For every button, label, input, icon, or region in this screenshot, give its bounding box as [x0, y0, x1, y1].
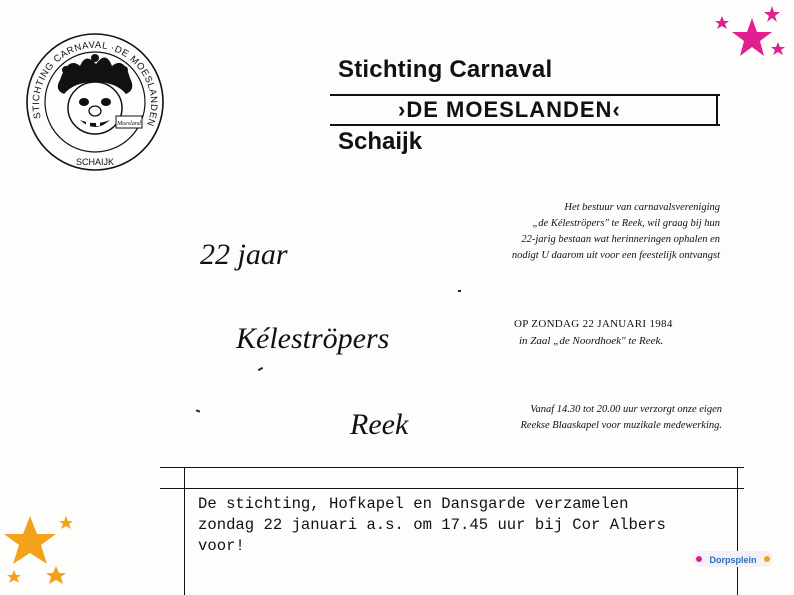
title-club: Kéleströpers: [236, 322, 390, 355]
music-line: Vanaf 14.30 tot 20.00 uur verzorgt onze eigen: [530, 404, 722, 415]
letterhead-rule-side: [716, 94, 718, 124]
carnival-logo-seal: [20, 30, 170, 172]
watermark-logo: [693, 549, 773, 569]
invitation-line: „de Kéleströpers" te Reek, wil graag bij hun: [532, 218, 720, 229]
notice-box-left: [184, 467, 185, 595]
scan-speck: [196, 409, 200, 412]
org-subtitle: ›DE MOESLANDEN‹: [398, 97, 621, 122]
title-town: Reek: [350, 408, 409, 441]
invitation-line: Het bestuur van carnavalsvereniging: [564, 202, 720, 213]
org-name: Stichting Carnaval: [338, 56, 553, 83]
invitation-text: [470, 200, 720, 264]
svg-text:Dorpsplein: Dorpsplein: [709, 555, 757, 565]
letterhead-rule-bottom: [330, 124, 720, 126]
pink-stars-icon: [712, 4, 794, 68]
title-years: 22 jaar: [200, 238, 288, 271]
scan-speck: [258, 367, 263, 371]
event-location: in Zaal „de Noordhoek" te Reek.: [519, 335, 664, 347]
notice-line: voor!: [198, 537, 245, 555]
invitation-line: 22-jarig bestaan wat herinneringen ophalen en: [521, 234, 720, 245]
music-line: Reekse Blaaskapel voor muzikale medewerking.: [520, 420, 722, 431]
notice-box-line: [160, 488, 744, 489]
invitation-line: nodigt U daarom uit voor een feestelijk ontvangst: [511, 250, 720, 261]
svg-text:Moesland: Moesland: [117, 121, 141, 127]
notice-line: De stichting, Hofkapel en Dansgarde verzamelen: [198, 495, 629, 513]
notice-text: [198, 494, 738, 557]
event-date: OP ZONDAG 22 JANUARI 1984: [514, 318, 673, 330]
notice-box-top: [160, 467, 744, 468]
svg-text:SCHAIJK: SCHAIJK: [75, 157, 115, 167]
letterhead-rule-top: [330, 94, 720, 96]
svg-text:STICHTING CARNAVAL ·DE MOESLAN: STICHTING CARNAVAL ·DE MOESLANDEN: [30, 39, 160, 128]
badge-icon: [116, 116, 142, 128]
notice-line: zondag 22 januari a.s. om 17.45 uur bij Cor Albers: [198, 516, 666, 534]
music-text: [480, 402, 722, 434]
org-city: Schaijk: [338, 128, 423, 155]
scan-speck: [458, 290, 461, 292]
orange-stars-icon: [0, 510, 80, 595]
